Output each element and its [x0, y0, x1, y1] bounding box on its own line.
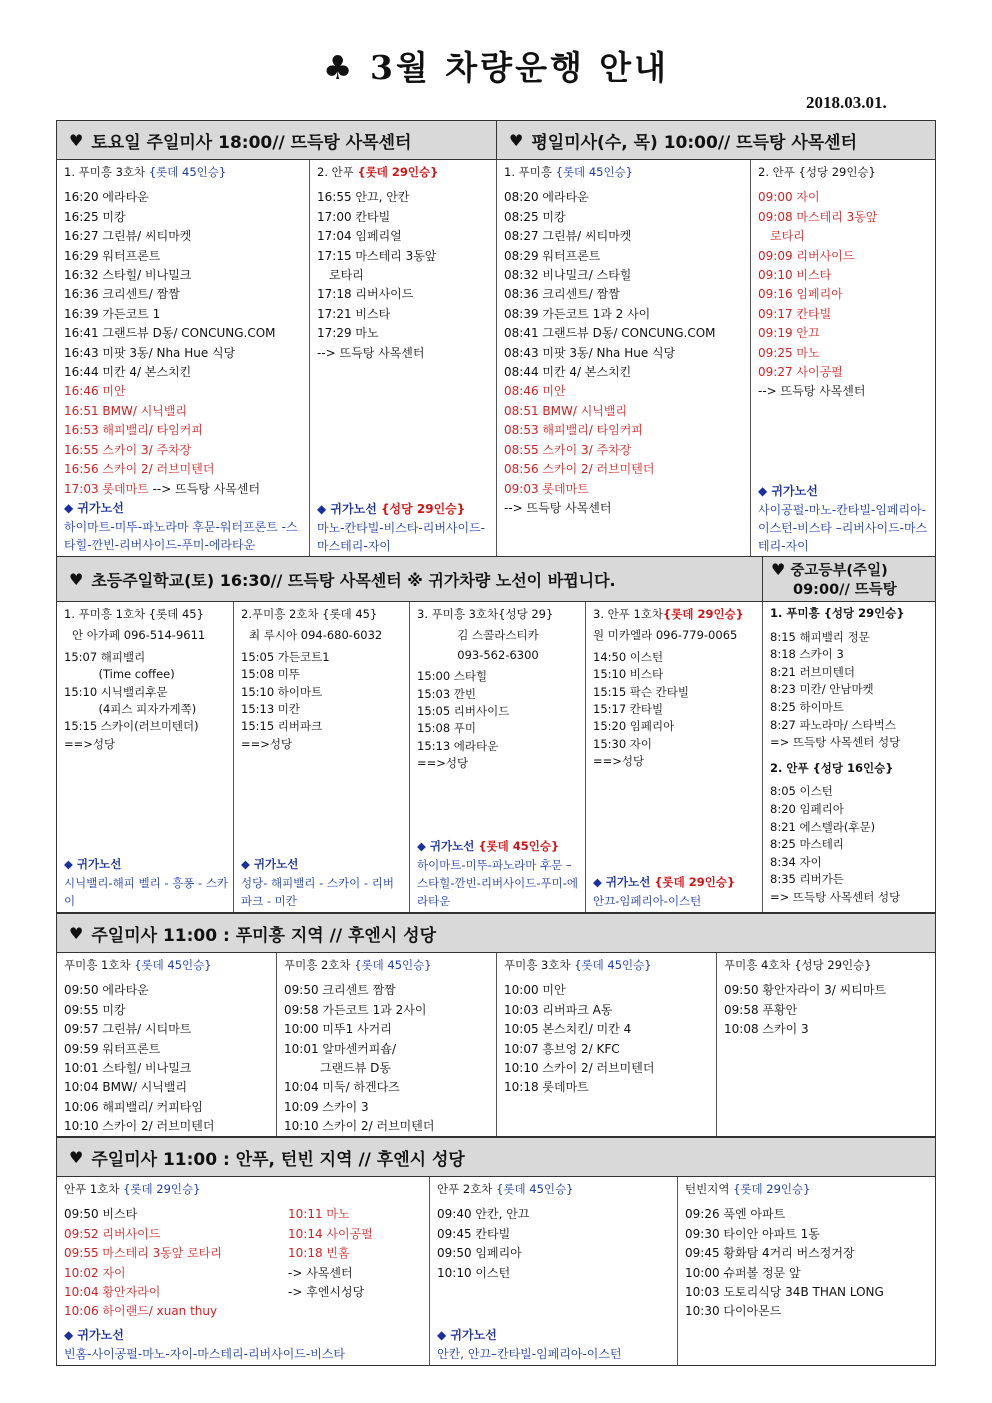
stop-line: 17:21 비스타 [317, 306, 391, 321]
column-heading: 푸미흥 3호차 {롯데 45인승} [504, 958, 652, 972]
route-column [57, 953, 277, 1136]
contact: 093-562-6300 [457, 647, 539, 662]
return-route-heading: ◆ 귀가노선 [241, 856, 299, 871]
stop-line: 17:04 임페리얼 [317, 229, 402, 244]
stop-line: 08:41 그랜드뷰 D동/ CONCUNG.COM [504, 326, 716, 341]
stop-line: 10:11 마노 [288, 1207, 350, 1222]
stop-line: 8:05 이스턴 [770, 784, 833, 799]
return-route [593, 873, 758, 910]
stop-line: 10:02 자이 [64, 1265, 126, 1280]
stop-line: 8:25 하이마트 [770, 699, 844, 714]
column-heading: 2. 안푸 {롯데 29인승} [317, 165, 439, 179]
stop-line: => 뜨득탕 사목센터 성당 [770, 889, 901, 904]
route-column [234, 602, 410, 912]
contact: 원 미카엘라 096-779-0065 [593, 628, 738, 643]
stop-line: 8:18 스카이 3 [770, 647, 844, 662]
return-route-heading: ◆ 귀가노선 [64, 1327, 124, 1342]
route-column [57, 602, 234, 912]
stop-line: 09:16 임페리아 [758, 287, 843, 302]
stop-list [317, 188, 490, 363]
stop-line: 10:04 미둑/ 하겐다즈 [284, 1080, 400, 1095]
stop-line: 09:55 마스테리 3동앞 로타리 [64, 1246, 222, 1261]
stop-list [504, 981, 710, 1097]
stop-line: 09:00 자이 [758, 190, 820, 205]
stop-line: 09:50 임페리아 [437, 1246, 522, 1261]
stop-line: 16:53 해피밸리/ 타임커피 [64, 423, 203, 438]
stop-line: 15:13 미칸 [241, 702, 301, 717]
stop-line: 09:19 안끄 [758, 326, 820, 341]
return-route [317, 500, 492, 555]
stop-line: 8:23 미칸/ 안남마켓 [770, 682, 874, 697]
stop-line: 10:00 미안 [504, 983, 566, 998]
stop-line: 17:18 리버사이드 [317, 287, 414, 302]
column-heading: 2.푸미흥 2호차 {롯데 45} [241, 607, 378, 621]
stop-line: 16:25 미캉 [64, 209, 126, 224]
stop-line: 10:04 황안자라이 [64, 1285, 161, 1300]
return-route-text: 성당- 해피밸리 - 스카이 - 리버파크 - 미칸 [241, 876, 394, 908]
diamond-icon: ◆ [593, 874, 602, 889]
return-route-text: 빈홈-사이공펄-마노-자이-마스테리-리버사이드-비스타 [64, 1347, 346, 1361]
stop-line: ==>성당 [241, 736, 293, 751]
stop-line: 15:17 칸타빌 [593, 702, 664, 717]
diamond-icon: ◆ [64, 500, 74, 515]
stop-list [770, 629, 929, 752]
column-heading: 1. 푸미흥 3호차 {롯데 45인승} [64, 165, 227, 179]
stop-line: 10:18 빈홈 [288, 1246, 350, 1261]
stop-line: 09:26 푹엔 아파트 [685, 1207, 786, 1222]
heart-icon: ♥ [69, 1147, 84, 1167]
stop-line: 08:46 미안 [504, 384, 566, 399]
stop-line: 16:36 크리센트/ 짬짬 [64, 287, 180, 302]
return-route [417, 837, 581, 910]
stop-line: 15:20 임페리아 [593, 719, 675, 734]
issue-date: 2018.03.01. [806, 93, 887, 112]
stop-line: 10:00 슈퍼볼 정문 앞 [685, 1265, 801, 1280]
return-route [241, 855, 405, 910]
stop-line: 15:08 미뚜 [241, 667, 301, 682]
stop-line: 17:29 마노 [317, 326, 379, 341]
column-heading: 2. 안푸 {성당 29인승} [758, 165, 876, 179]
stop-line: 15:15 스카이(러브미텐더) [64, 719, 199, 734]
page-title: ♣ 3월 차량운행 안내 [322, 48, 670, 87]
stop-line: 10:04 BMW/ 시닉밸리 [64, 1080, 188, 1095]
column-heading: 1. 푸미흥 1호차 {롯데 45} [64, 607, 204, 621]
return-route [437, 1326, 673, 1363]
stop-line: 15:10 비스타 [593, 667, 664, 682]
column-heading: 3. 푸미흥 3호차{성당 29} [417, 607, 554, 621]
stop-line: 09:30 타이안 아파트 1동 [685, 1226, 820, 1241]
stop-line: 10:30 다이아몬드 [685, 1304, 782, 1319]
contact: 안 아가페 096-514-9611 [72, 628, 206, 643]
return-route-heading: ◆ 귀가노선 [437, 1327, 497, 1342]
stop-list [437, 1205, 671, 1283]
stop-list [724, 981, 929, 1039]
diamond-icon: ◆ [64, 1327, 74, 1342]
stop-line: ==>성당 [417, 756, 469, 771]
return-route-text: 안끄-임페리아-이스턴 [593, 894, 702, 908]
stop-line: 15:15 리버파크 [241, 719, 323, 734]
stop-line: 8:15 해피밸리 정문 [770, 629, 870, 644]
stop-list [504, 188, 744, 499]
stop-line: 16:27 그린뷰/ 씨티마켓 [64, 229, 192, 244]
route-column [586, 602, 763, 912]
route-column [751, 160, 935, 557]
contact: 최 루시아 094-680-6032 [249, 628, 383, 643]
stop-line: 09:09 리버사이드 [758, 248, 855, 263]
stop-line: 09:45 칸타빌 [437, 1226, 511, 1241]
stop-line: 10:10 스카이 2/ 러브미텐더 [284, 1119, 435, 1134]
stop-line: 8:27 파노라마/ 스타벅스 [770, 717, 896, 732]
route-column [717, 953, 935, 1136]
return-route-heading: ◆ 귀가노선 [758, 483, 818, 498]
stop-line: 10:09 스카이 3 [284, 1099, 369, 1114]
return-route-text: 안칸, 안끄–칸타빌-임페리아-이스턴 [437, 1347, 622, 1361]
stop-line: 10:10 스카이 2/ 러브미텐더 [504, 1061, 655, 1076]
heart-icon: ♥ [69, 923, 84, 943]
stop-line: 16:44 미칸 4/ 본스치킨 [64, 365, 192, 380]
heart-icon: ♥ [771, 560, 786, 579]
stop-line: 09:40 안칸, 안끄 [437, 1207, 530, 1222]
stop-line: 15:08 푸미 [417, 721, 477, 736]
stop-line: 16:43 미팟 3동/ Nha Hue 식당 [64, 345, 236, 360]
stop-list [685, 1205, 929, 1321]
stop-list [241, 649, 403, 753]
stop-line: 09:17 칸타빌 [758, 306, 832, 321]
return-route-text: 마노-칸타빌-비스타-리버사이드-마스테리-자이 [317, 521, 486, 553]
stop-line: 09:10 비스타 [758, 268, 832, 283]
stop-list [288, 1205, 373, 1321]
stop-line: 16:29 워터프론트 [64, 248, 161, 263]
stop-list [770, 783, 929, 906]
route-column [410, 602, 586, 912]
stop-line: 15:07 해피밸리 [64, 649, 146, 664]
stop-line: 15:00 스타힐 [417, 669, 488, 684]
route-column [430, 1177, 678, 1365]
column-heading: 1. 푸미흥 {성당 29인승} [770, 606, 905, 620]
stop-line: 09:57 그린뷰/ 시티마트 [64, 1022, 192, 1037]
stop-line: 16:20 에라타운 [64, 190, 149, 205]
stop-line: 15:03 깐빈 [417, 686, 477, 701]
stop-line: 08:56 스카이 2/ 러브미텐더 [504, 462, 655, 477]
stop-line: 16:41 그랜드뷰 D동/ CONCUNG.COM [64, 326, 276, 341]
stop-line: ==>성당 [64, 736, 116, 751]
stop-line: 09:27 사이공펄 [758, 365, 843, 380]
stop-line: 10:05 본스치킨/ 미칸 4 [504, 1022, 632, 1037]
stop-line: 16:51 BMW/ 시닉밸리 [64, 403, 188, 418]
heart-icon: ♥ [69, 130, 84, 150]
diamond-icon: ◆ [241, 856, 250, 871]
column-heading: 1. 푸미흥 {롯데 45인승} [504, 165, 633, 179]
stop-list [758, 188, 929, 382]
stop-line: 10:00 미뚜1 사거리 [284, 1022, 392, 1037]
school-header [56, 556, 936, 602]
stop-line: 09:58 푸황안 [724, 1002, 798, 1017]
stop-line: --> 뜨득탕 사목센터 [317, 345, 425, 360]
stop-line: 08:43 미팟 3동/ Nha Hue 식당 [504, 345, 676, 360]
stop-line: => 뜨득탕 사목센터 성당 [770, 735, 901, 750]
stop-line: 10:01 알마센커피숍/ [284, 1041, 396, 1056]
route-column [57, 1177, 430, 1365]
stop-line: 15:15 팍슨 칸타빌 [593, 684, 689, 699]
stop-line: 8:20 임페리아 [770, 801, 844, 816]
phu-my-hung-routes [56, 953, 936, 1137]
saturday-mass-header: ♥ 토요일 주일미사 18:00// 뜨득탕 사목센터 [57, 121, 497, 159]
stop-line: (Time coffee) [64, 667, 175, 682]
return-route-heading: ◆ 귀가노선 {성당 29인승} [317, 501, 466, 516]
route-column [497, 160, 751, 557]
stop-line: 8:21 러브미텐더 [770, 664, 856, 679]
stop-line: 16:46 미안 [64, 384, 126, 399]
stop-line: 08:55 스카이 3/ 주차장 [504, 442, 632, 457]
stop-line: 15:30 자이 [593, 736, 653, 751]
stop-line: 08:25 미캉 [504, 209, 566, 224]
stop-list [64, 188, 303, 479]
stop-line: 17:03 롯데마트 --> 뜨득탕 사목센터 [64, 481, 261, 496]
stop-line: 09:55 미캉 [64, 1002, 126, 1017]
stop-line: 로타리 [758, 229, 805, 244]
stop-list [593, 649, 756, 771]
stop-line: 17:00 칸타빌 [317, 209, 391, 224]
column-heading: 푸미흥 4호차 {성당 29인승} [724, 958, 872, 972]
stop-line: 09:08 마스테리 3동앞 [758, 209, 878, 224]
stop-list [284, 981, 490, 1136]
return-route-heading: ◆ 귀가노선 {롯데 29인승} [593, 874, 736, 889]
stop-line: --> 뜨득탕 사목센터 [504, 500, 612, 515]
stop-line: -> 후엔시성당 [288, 1285, 365, 1300]
stop-line: 09:25 마노 [758, 345, 820, 360]
stop-line: (4피스 피자가게쪽) [64, 702, 197, 717]
stop-line: 08:36 크리센트/ 짬짬 [504, 287, 620, 302]
school-routes [56, 602, 936, 913]
stop-line: 10:14 사이공펄 [288, 1226, 373, 1241]
diamond-icon: ◆ [417, 838, 426, 853]
route-column [678, 1177, 935, 1365]
saturday-weekday-routes [56, 160, 936, 558]
stop-line: 08:32 비나밀크/ 스타힐 [504, 268, 632, 283]
stop-line: -> 사목센터 [288, 1265, 353, 1280]
stop-line: 15:05 가든코트1 [241, 649, 330, 664]
stop-line: 08:27 그린뷰/ 씨티마켓 [504, 229, 632, 244]
return-route-text: 사이공펄-마노-칸타빌-임페리아-이스턴-비스타 –리버사이드-마스테리-자이 [758, 503, 928, 553]
stop-line: ==>성당 [593, 754, 645, 769]
route-column [57, 160, 310, 557]
stop-line: 10:06 하이랜드/ xuan thuy [64, 1304, 218, 1319]
stop-line: 8:34 자이 [770, 854, 822, 869]
diamond-icon: ◆ [317, 501, 327, 516]
stop-line: 10:03 도토리식당 34B THAN LONG [685, 1285, 884, 1300]
phu-my-hung-mass-header: ♥ 주일미사 11:00 : 푸미흥 지역 // 후엔시 성당 [56, 913, 936, 953]
stop-line: 09:50 비스타 [64, 1207, 138, 1222]
an-phu-mass-header: ♥ 주일미사 11:00 : 안푸, 턴빈 지역 // 후엔시 성당 [56, 1137, 936, 1177]
stop-list [64, 1205, 288, 1321]
route-column [277, 953, 497, 1136]
column-heading: 턴빈지역 {롯데 29인승} [685, 1182, 811, 1196]
stop-line: 08:29 워터프론트 [504, 248, 601, 263]
column-heading: 푸미흥 2호차 {롯데 45인승} [284, 958, 432, 972]
stop-line: 08:20 에라타운 [504, 190, 589, 205]
stop-line: 10:18 롯데마트 [504, 1080, 589, 1095]
stop-line: 10:07 흥브엉 2/ KFC [504, 1041, 620, 1056]
return-route-heading: ◆ 귀가노선 [64, 856, 122, 871]
stop-line: 08:44 미칸 4/ 본스치킨 [504, 365, 632, 380]
return-route [64, 855, 229, 910]
stop-line: 10:10 이스턴 [437, 1265, 511, 1280]
stop-line: 08:39 가든코트 1과 2 사이 [504, 306, 651, 321]
column-heading: 2. 안푸 {성당 16인승} [770, 760, 894, 775]
stop-line: 10:01 스타힐/ 비나밀크 [64, 1061, 192, 1076]
stop-line: 16:55 안끄, 안칸 [317, 190, 410, 205]
diamond-icon: ◆ [758, 483, 768, 498]
stop-line: 10:08 스카이 3 [724, 1022, 809, 1037]
stop-line: 8:25 마스테리 [770, 837, 844, 852]
heart-icon: ♥ [69, 569, 84, 589]
stop-line: --> 뜨득탕 사목센터 [758, 384, 866, 399]
stop-line: 10:06 해피밸리/ 커피타임 [64, 1099, 203, 1114]
stop-line: 15:10 시닉밸리후문 [64, 684, 168, 699]
stop-line: 로타리 [317, 268, 364, 283]
column-heading: 안푸 2호차 {롯데 45인승} [437, 1182, 574, 1196]
return-route-heading: ◆ 귀가노선 [64, 500, 124, 515]
stop-line: 10:03 리버파크 A동 [504, 1002, 613, 1017]
elementary-school-header: ♥ 초등주일학교(토) 16:30// 뜨득탕 사목센터 ※ 귀가차량 노선이 바뀝니다. [57, 557, 763, 601]
stop-line: 09:59 워터프론트 [64, 1041, 161, 1056]
stop-line: 09:45 황화탐 4거리 버스정거장 [685, 1246, 855, 1261]
contact: 김 스콜라스티카 [457, 628, 539, 643]
stop-line: 16:56 스카이 2/ 러브미텐더 [64, 462, 215, 477]
return-route [758, 482, 931, 555]
stop-line: 09:50 황안자라이 3/ 씨티마트 [724, 983, 887, 998]
stop-line: 15:13 에라타운 [417, 738, 499, 753]
stop-line: 8:35 리버가든 [770, 872, 844, 887]
stop-line: 08:51 BMW/ 시닉밸리 [504, 403, 628, 418]
stop-line: 09:50 크리센트 짬짬 [284, 983, 396, 998]
column-heading: 푸미흥 1호차 {롯데 45인승} [64, 958, 212, 972]
saturday-weekday-header [56, 120, 936, 160]
stop-list [64, 649, 227, 753]
stop-line: 14:50 이스턴 [593, 649, 664, 664]
youth-header: ♥ 중고등부(주일) 09:00// 뜨득탕 [771, 560, 897, 598]
stop-line: 09:52 리버사이드 [64, 1226, 161, 1241]
stop-line: 10:10 스카이 2/ 러브미텐더 [64, 1119, 215, 1134]
column-heading: 3. 안푸 1호차{롯데 29인승} [593, 607, 744, 621]
stop-line: 8:21 에스텔라(후문) [770, 819, 876, 834]
stop-line: 15:10 하이마트 [241, 684, 323, 699]
stop-list [64, 981, 270, 1136]
return-route-text: 시닉밸리-해피 벨리 - 흥퐁 - 스카이 [64, 876, 229, 908]
weekday-mass-header: ♥ 평일미사(수, 목) 10:00// 뜨득탕 사목센터 [509, 130, 858, 153]
route-column [497, 953, 717, 1136]
stop-line: 16:55 스카이 3/ 주차장 [64, 442, 192, 457]
return-route [64, 1326, 425, 1363]
return-route-text: 하이마트-미뚜-파노라마 후문-워터프론트 -스타힐-깐빈-리버사이드-푸미-에라타운 [64, 520, 298, 553]
route-column [763, 602, 935, 912]
stop-line: 08:53 해피밸리/ 타임커피 [504, 423, 643, 438]
route-column [310, 160, 497, 557]
column-heading: 안푸 1호차 {롯데 29인승} [64, 1182, 201, 1196]
stop-line: 16:32 스타힐/ 비나밀크 [64, 268, 192, 283]
stop-list [417, 668, 579, 772]
diamond-icon: ◆ [64, 856, 73, 871]
stop-line: 15:05 리버사이드 [417, 704, 510, 719]
stop-line: 16:39 가든코트 1 [64, 306, 161, 321]
stop-line: 09:58 가든코트 1과 2사이 [284, 1002, 427, 1017]
stop-line: 17:15 마스테리 3동앞 [317, 248, 437, 263]
return-route-text: 하이마트-미뚜-파노라마 후문 –스타힐-깐빈-리버사이드-푸미-에라타운 [417, 858, 579, 908]
return-route-heading: ◆ 귀가노선 {롯데 45인승} [417, 838, 560, 853]
stop-line: 09:03 롯데마트 [504, 481, 589, 496]
stop-line: 그랜드뷰 D동 [284, 1061, 392, 1076]
stop-line: 09:50 에라타운 [64, 983, 149, 998]
heart-icon: ♥ [509, 130, 524, 150]
diamond-icon: ◆ [437, 1327, 447, 1342]
an-phu-routes [56, 1177, 936, 1366]
